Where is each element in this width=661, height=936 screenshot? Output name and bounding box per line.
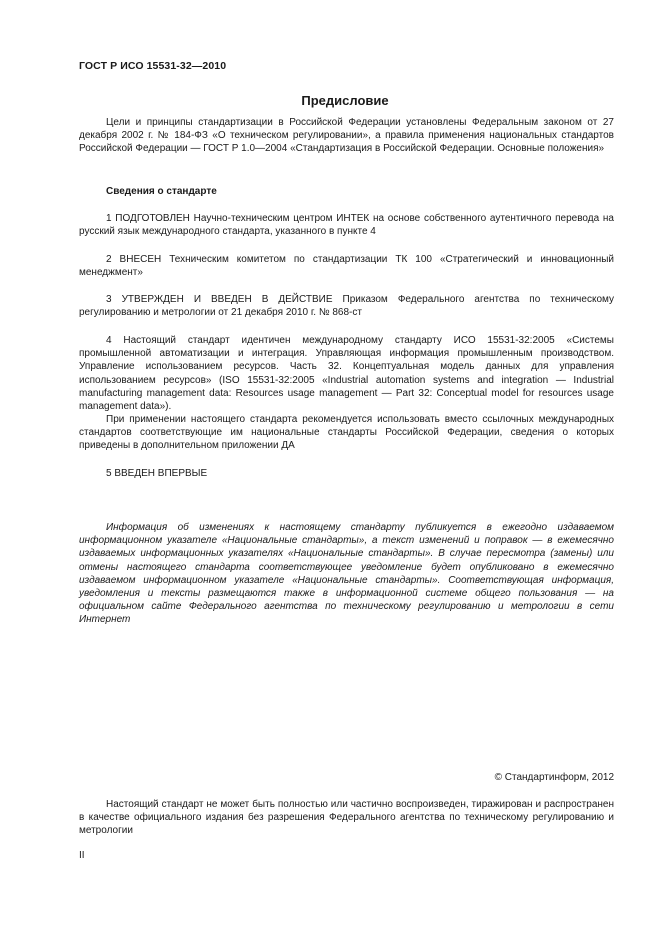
reproduction-notice: Настоящий стандарт не может быть полностью или частично воспроизведен, тиражирован и распространен в качестве официального издания без разрешения Федерального агентства по техническому регулированию и метрологии <box>79 799 614 837</box>
item-5-paragraph: 5 ВВЕДЕН ВПЕРВЫЕ <box>106 468 208 479</box>
item-4-paragraph: 4 Настоящий стандарт идентичен международному стандарту ИСО 15531-32:2005 «Системы промышленной автоматизации и интеграция. Управляющая информация промышленным производством. Управление использованием ресурсов. Часть 32. Концептуальная модель данных для управления использованием ресурсов» (ISO 15531-32:2005 «Industrial automation systems and integration — Industrial manufacturing management data: Resources usage management — Part 32: Conceptual model for resources usage management data»). <box>79 335 614 413</box>
section-heading: Сведения о стандарте <box>106 186 217 197</box>
item-3-paragraph: 3 УТВЕРЖДЕН И ВВЕДЕН В ДЕЙСТВИЕ Приказом Федерального агентства по техническому регулированию и метрологии от 21 декабря 2010 г. № 868-ст <box>79 294 614 319</box>
item-4-note-paragraph: При применении настоящего стандарта рекомендуется использовать вместо ссылочных международных стандартов соответствующие им национальные стандарты Российской Федерации, сведения о которых приведены в дополнительном приложении ДА <box>79 414 614 452</box>
document-code-header: ГОСТ Р ИСО 15531-32—2010 <box>79 60 227 72</box>
intro-paragraph: Цели и принципы стандартизации в Российской Федерации установлены Федеральным законом от 27 декабря 2002 г. № 184-ФЗ «О техническом регулировании», а правила применения национальных стандартов Российской Федерации — ГОСТ Р 1.0—2004 «Стандартизация в Российской Федерации. Основные положения» <box>79 117 614 155</box>
item-1-paragraph: 1 ПОДГОТОВЛЕН Научно-техническим центром ИНТЕК на основе собственного аутентичного перевода на русский язык международного стандарта, указанного в пункте 4 <box>79 213 614 238</box>
changes-info-paragraph: Информация об изменениях к настоящему стандарту публикуется в ежегодно издаваемом информационном указателе «Национальные стандарты», а текст изменений и поправок — в ежемесячно издаваемых информационных указателях «Национальные стандарты». В случае пересмотра (замены) или отмены настоящего стандарта соответствующее уведомление будет опубликовано в ежемесячно издаваемом информационном указателе «Национальные стандарты». Соответствующая информация, уведомления и тексты размещаются также в информационной системе общего пользования — на официальном сайте Федерального агентства по техническому регулированию и метрологии в сети Интернет <box>79 522 614 626</box>
page-title: Предисловие <box>301 93 389 108</box>
copyright-notice: © Стандартинформ, 2012 <box>494 772 614 783</box>
item-2-paragraph: 2 ВНЕСЕН Техническим комитетом по стандартизации ТК 100 «Стратегический и инновационный менеджмент» <box>79 254 614 279</box>
page-number: II <box>79 850 85 861</box>
